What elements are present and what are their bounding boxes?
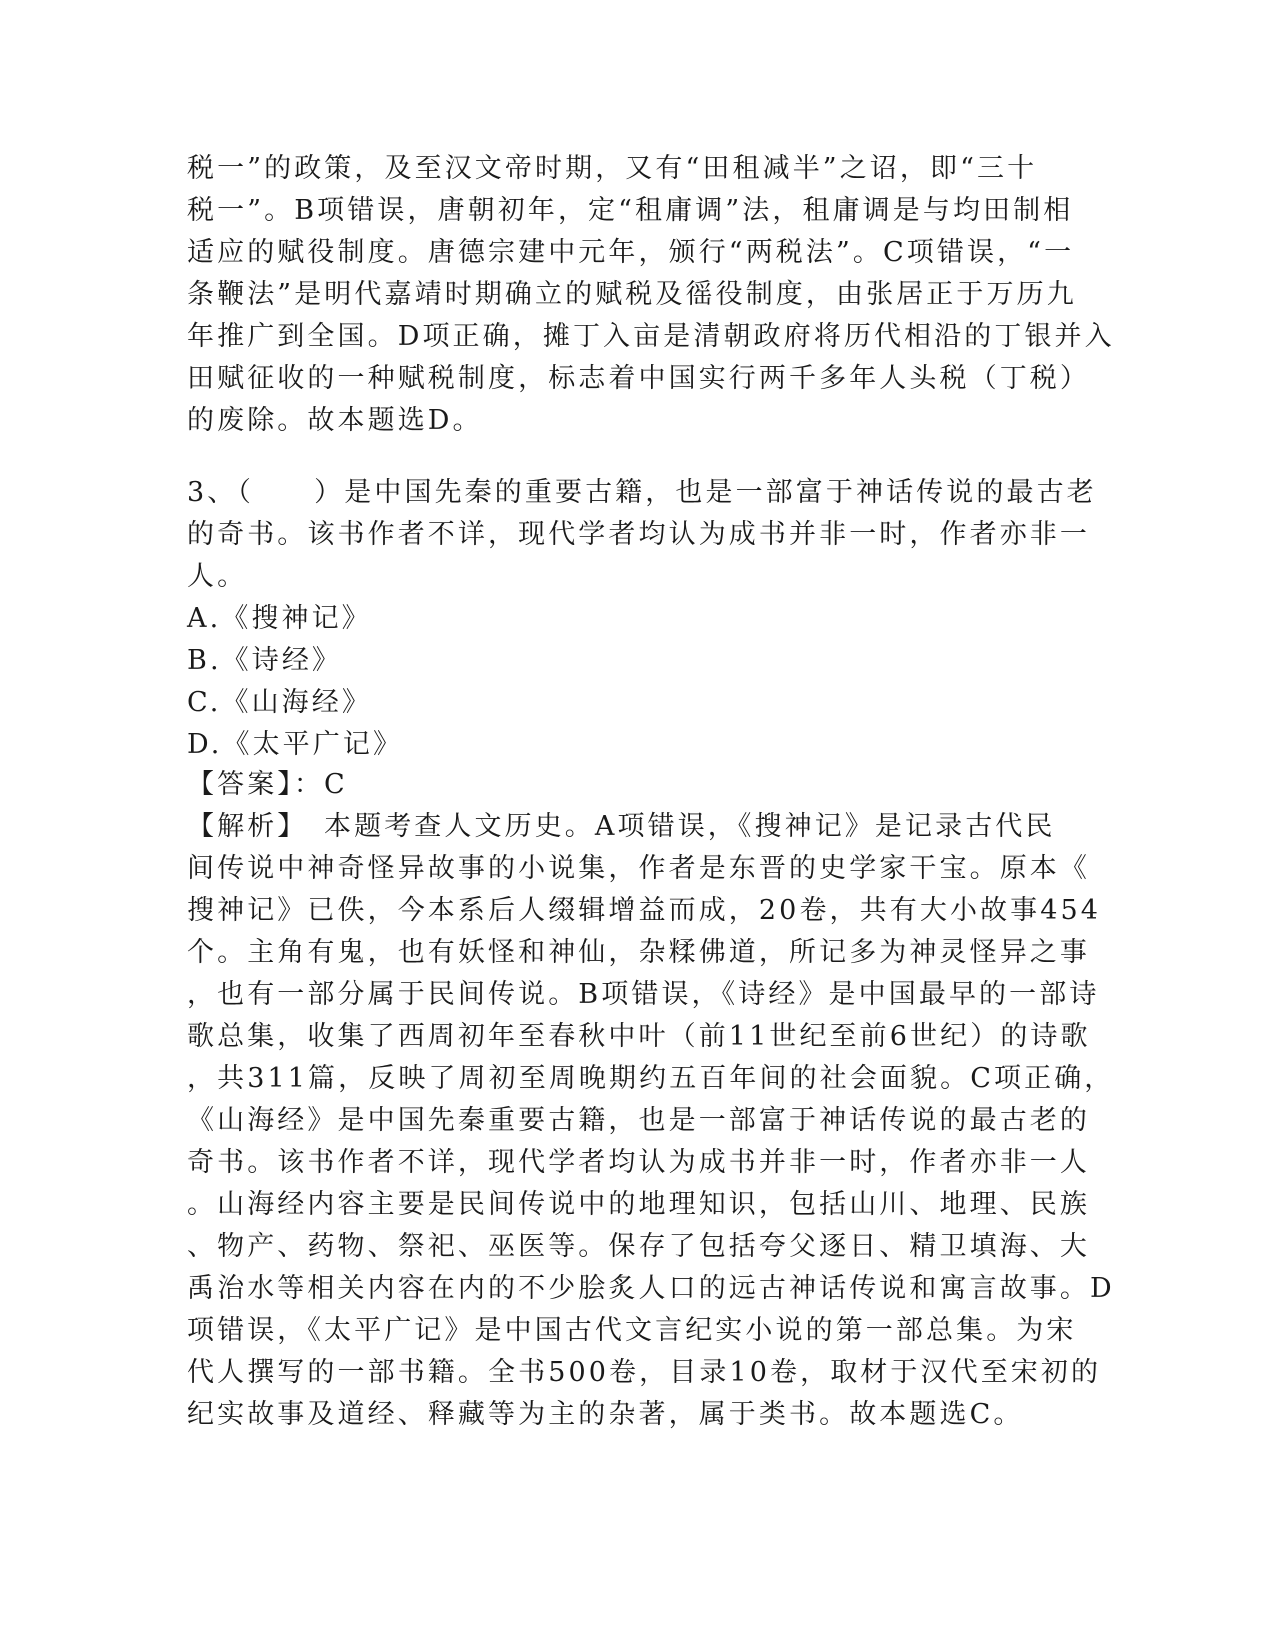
analysis-line: 条鞭法”是明代嘉靖时期确立的赋税及徭役制度，由张居正于万历九	[187, 279, 1077, 310]
analysis-line: ，共311篇，反映了周初至周晚期约五百年间的社会面貌。C项正确，	[187, 1063, 1115, 1094]
analysis-line: 适应的赋役制度。唐德宗建中元年，颁行“两税法”。C项错误，“一	[187, 237, 1075, 268]
question-stem-line: 3、（ ）是中国先秦的重要古籍，也是一部富于神话传说的最古老	[187, 477, 1097, 508]
option-d: D.《太平广记》	[187, 729, 404, 760]
analysis-line: 项错误，《太平广记》是中国古代文言纪实小说的第一部总集。为宋	[187, 1315, 1077, 1346]
analysis-line: 税一”。B项错误，唐朝初年，定“租庸调”法，租庸调是与均田制相	[187, 195, 1074, 226]
analysis-line: 《山海经》是中国先秦重要古籍，也是一部富于神话传说的最古老的	[187, 1105, 1090, 1136]
analysis-line: ，也有一部分属于民间传说。B项错误，《诗经》是中国最早的一部诗	[187, 979, 1100, 1010]
analysis-line: 。山海经内容主要是民间传说中的地理知识，包括山川、地理、民族	[187, 1189, 1090, 1220]
analysis-line: 田赋征收的一种赋税制度，标志着中国实行两千多年人头税（丁税）	[187, 363, 1090, 394]
analysis-line: 个。主角有鬼，也有妖怪和神仙，杂糅佛道，所记多为神灵怪异之事	[187, 937, 1090, 968]
previous-question-analysis	[187, 148, 1115, 442]
analysis-line: 歌总集，收集了西周初年至春秋中叶（前11世纪至前6世纪）的诗歌	[187, 1021, 1091, 1052]
analysis-line: 纪实故事及道经、释藏等为主的杂著，属于类书。故本题选C。	[187, 1399, 1024, 1430]
question-3	[187, 472, 1097, 766]
analysis-line: 奇书。该书作者不详，现代学者均认为成书并非一时，作者亦非一人	[187, 1147, 1090, 1178]
analysis-line: 税一”的政策，及至汉文帝时期，又有“田租减半”之诏，即“三十	[187, 153, 1038, 184]
option-c: C.《山海经》	[187, 687, 372, 718]
question-3-analysis	[187, 806, 1115, 1436]
analysis-line: 间传说中神奇怪异故事的小说集，作者是东晋的史学家干宝。原本《	[187, 853, 1090, 884]
question-stem-line: 的奇书。该书作者不详，现代学者均认为成书并非一时，作者亦非一	[187, 519, 1090, 550]
analysis-line: 【解析】 本题考查人文历史。A项错误，《搜神记》是记录古代民	[187, 811, 1056, 842]
option-a: A.《搜神记》	[187, 603, 372, 634]
answer-line: 【答案】：C	[187, 769, 348, 800]
analysis-line: 禹治水等相关内容在内的不少脍炙人口的远古神话传说和寓言故事。D	[187, 1273, 1115, 1304]
option-b: B.《诗经》	[187, 645, 343, 676]
analysis-line: 搜神记》已佚，今本系后人缀辑增益而成，20卷，共有大小故事454	[187, 895, 1102, 926]
analysis-line: 代人撰写的一部书籍。全书500卷，目录10卷，取材于汉代至宋初的	[187, 1357, 1102, 1388]
analysis-line: 的废除。故本题选D。	[187, 405, 483, 436]
question-stem-line: 人。	[187, 561, 248, 592]
analysis-line: 年推广到全国。D项正确，摊丁入亩是清朝政府将历代相沿的丁银并入	[187, 321, 1115, 352]
analysis-line: 、物产、药物、祭祀、巫医等。保存了包括夸父逐日、精卫填海、大	[187, 1231, 1090, 1262]
answer	[187, 764, 1092, 806]
